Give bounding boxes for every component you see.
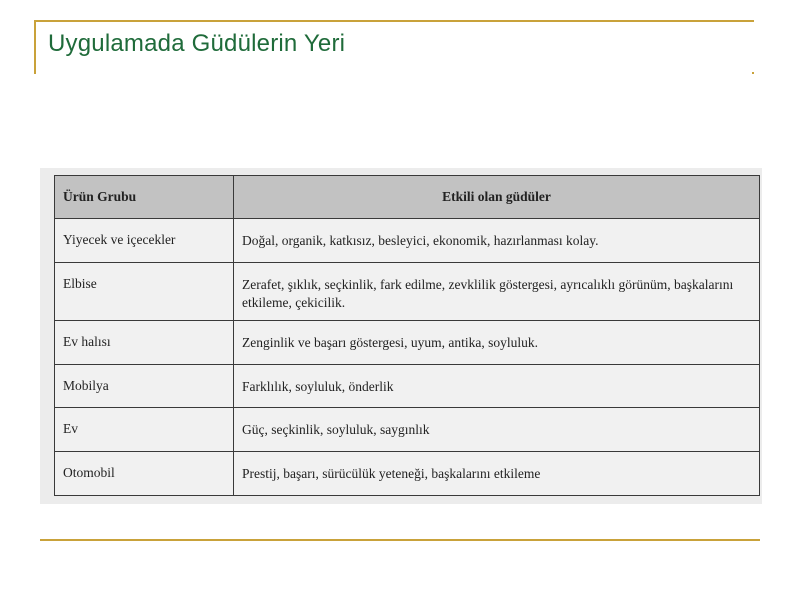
header-product-group: Ürün Grubu [55, 176, 234, 219]
table-row [55, 219, 760, 263]
table-row [55, 408, 760, 452]
table-row [55, 321, 760, 365]
top-divider [34, 20, 754, 22]
motives-cell: Güç, seçkinlik, soyluluk, saygınlık [234, 408, 760, 452]
product-cell: Ev [55, 408, 234, 452]
product-cell: Otomobil [55, 452, 234, 496]
motives-cell: Doğal, organik, katkısız, besleyici, ekonomik, hazırlanması kolay. [234, 219, 760, 263]
motives-table [54, 175, 760, 496]
motives-cell: Zenginlik ve başarı göstergesi, uyum, antika, soyluluk. [234, 321, 760, 365]
left-accent-bar [34, 20, 36, 74]
scanned-table-image [40, 168, 762, 504]
motives-cell: Prestij, başarı, sürücülük yeteneği, başkalarını etkileme [234, 452, 760, 496]
table-row [55, 452, 760, 496]
product-cell: Ev halısı [55, 321, 234, 365]
table-header-row [55, 176, 760, 219]
slide-title: Uygulamada Güdülerin Yeri [48, 30, 346, 57]
table-row [55, 263, 760, 321]
accent-dot [752, 72, 754, 74]
bottom-divider [40, 539, 760, 541]
product-cell: Yiyecek ve içecekler [55, 219, 234, 263]
header-effective-motives: Etkili olan güdüler [234, 176, 760, 219]
product-cell: Mobilya [55, 365, 234, 408]
motives-cell: Zerafet, şıklık, seçkinlik, fark edilme, zevklilik göstergesi, ayrıcalıklı görünüm, başkalarını etkileme, çekicilik. [234, 263, 760, 321]
motives-cell: Farklılık, soyluluk, önderlik [234, 365, 760, 408]
table-row [55, 365, 760, 408]
product-cell: Elbise [55, 263, 234, 321]
